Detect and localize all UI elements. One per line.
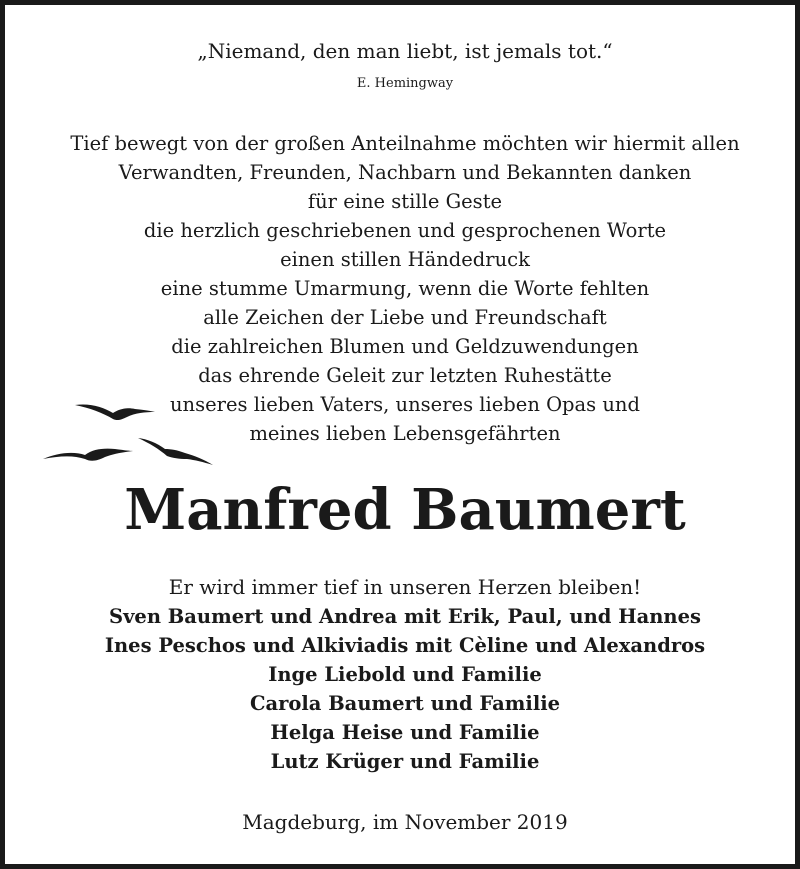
quote-author: E. Hemingway bbox=[356, 76, 454, 91]
thanks-line: meines lieben Lebensgefährten bbox=[249, 422, 561, 445]
thanks-line: die zahlreichen Blumen und Geldzuwendungen bbox=[171, 335, 639, 358]
quote-text: „Niemand, den man liebt, ist jemals tot.“ bbox=[197, 39, 613, 63]
birds-silhouette-icon bbox=[35, 393, 225, 473]
thanks-line: einen stillen Händedruck bbox=[280, 248, 530, 271]
mourner-line: Lutz Krüger und Familie bbox=[270, 750, 540, 773]
mourner-line: Sven Baumert und Andrea mit Erik, Paul, und Hannes bbox=[109, 605, 701, 628]
place-date: Magdeburg, im November 2019 bbox=[242, 810, 568, 834]
mourner-line: Helga Heise und Familie bbox=[270, 721, 540, 744]
mourner-line: Carola Baumert und Familie bbox=[249, 692, 561, 715]
thanks-line: für eine stille Geste bbox=[307, 190, 503, 213]
thanks-line: eine stumme Umarmung, wenn die Worte fehlten bbox=[160, 277, 650, 300]
thanks-line: unseres lieben Vaters, unseres lieben Opas und bbox=[170, 393, 640, 416]
thanks-line: die herzlich geschriebenen und gesprochenen Worte bbox=[143, 219, 667, 242]
deceased-name: Manfred Baumert bbox=[124, 477, 686, 543]
thanks-line: Verwandten, Freunden, Nachbarn und Bekannten danken bbox=[118, 161, 692, 184]
thanks-line: alle Zeichen der Liebe und Freundschaft bbox=[203, 306, 607, 329]
mourner-line: Ines Peschos und Alkiviadis mit Cèline und Alexandros bbox=[104, 634, 706, 657]
mourner-line: Inge Liebold und Familie bbox=[268, 663, 542, 686]
thanks-line: das ehrende Geleit zur letzten Ruhestätte bbox=[198, 364, 612, 387]
thanks-line: Tief bewegt von der großen Anteilnahme möchten wir hiermit allen bbox=[70, 132, 740, 155]
closing-line: Er wird immer tief in unseren Herzen bleiben! bbox=[168, 575, 642, 599]
